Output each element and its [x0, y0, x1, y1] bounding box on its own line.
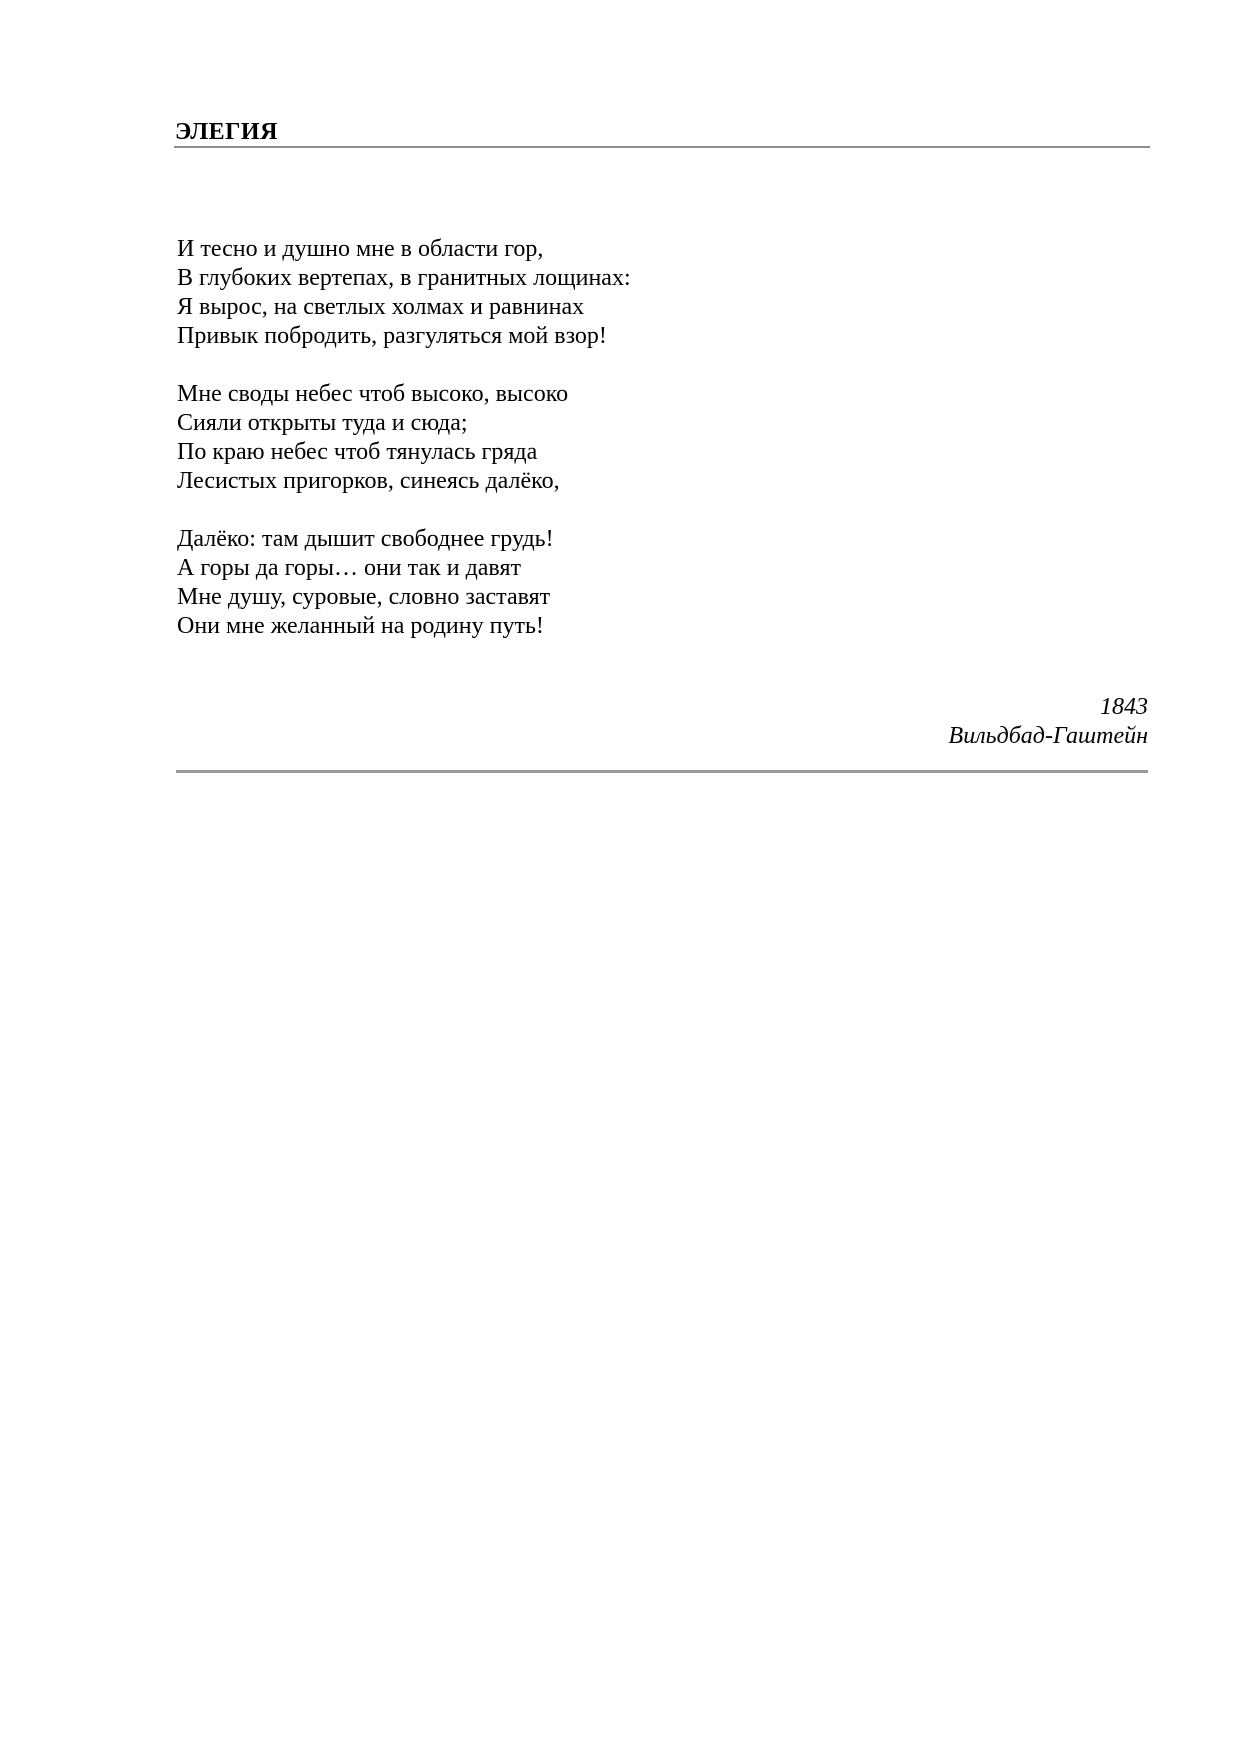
- poem-line: А горы да горы… они так и давят: [177, 555, 521, 581]
- poem-place: Вильдбад-Гаштейн: [948, 723, 1148, 749]
- poem-line: Далёко: там дышит свободнее грудь!: [177, 526, 554, 552]
- poem-signature: [949, 693, 1148, 751]
- poem-line: Мне своды небес чтоб высоко, высоко: [177, 381, 569, 407]
- poem-line: Сияли открыты туда и сюда;: [177, 410, 468, 436]
- poem-line: И тесно и душно мне в области гор,: [177, 236, 544, 262]
- poem-line: Лесистых пригорков, синеясь далёко,: [177, 468, 560, 494]
- stanza-2: [177, 380, 1077, 496]
- poem-body: [177, 235, 1077, 670]
- poem-date: 1843: [1100, 694, 1148, 720]
- poem-line: Я вырос, на светлых холмах и равнинах: [177, 294, 585, 320]
- bottom-divider: [176, 770, 1148, 773]
- title-divider: [174, 146, 1150, 148]
- stanza-3: [177, 525, 1077, 641]
- poem-line: Мне душу, суровые, словно заставят: [177, 584, 551, 610]
- poem-line: В глубоких вертепах, в гранитных лощинах:: [177, 265, 631, 291]
- poem-line: Привык побродить, разгуляться мой взор!: [177, 323, 607, 349]
- stanza-1: [177, 235, 1077, 351]
- poem-line: По краю небес чтоб тянулась гряда: [177, 439, 538, 465]
- poem-line: Они мне желанный на родину путь!: [177, 613, 544, 639]
- poem-title: ЭЛЕГИЯ: [175, 119, 278, 145]
